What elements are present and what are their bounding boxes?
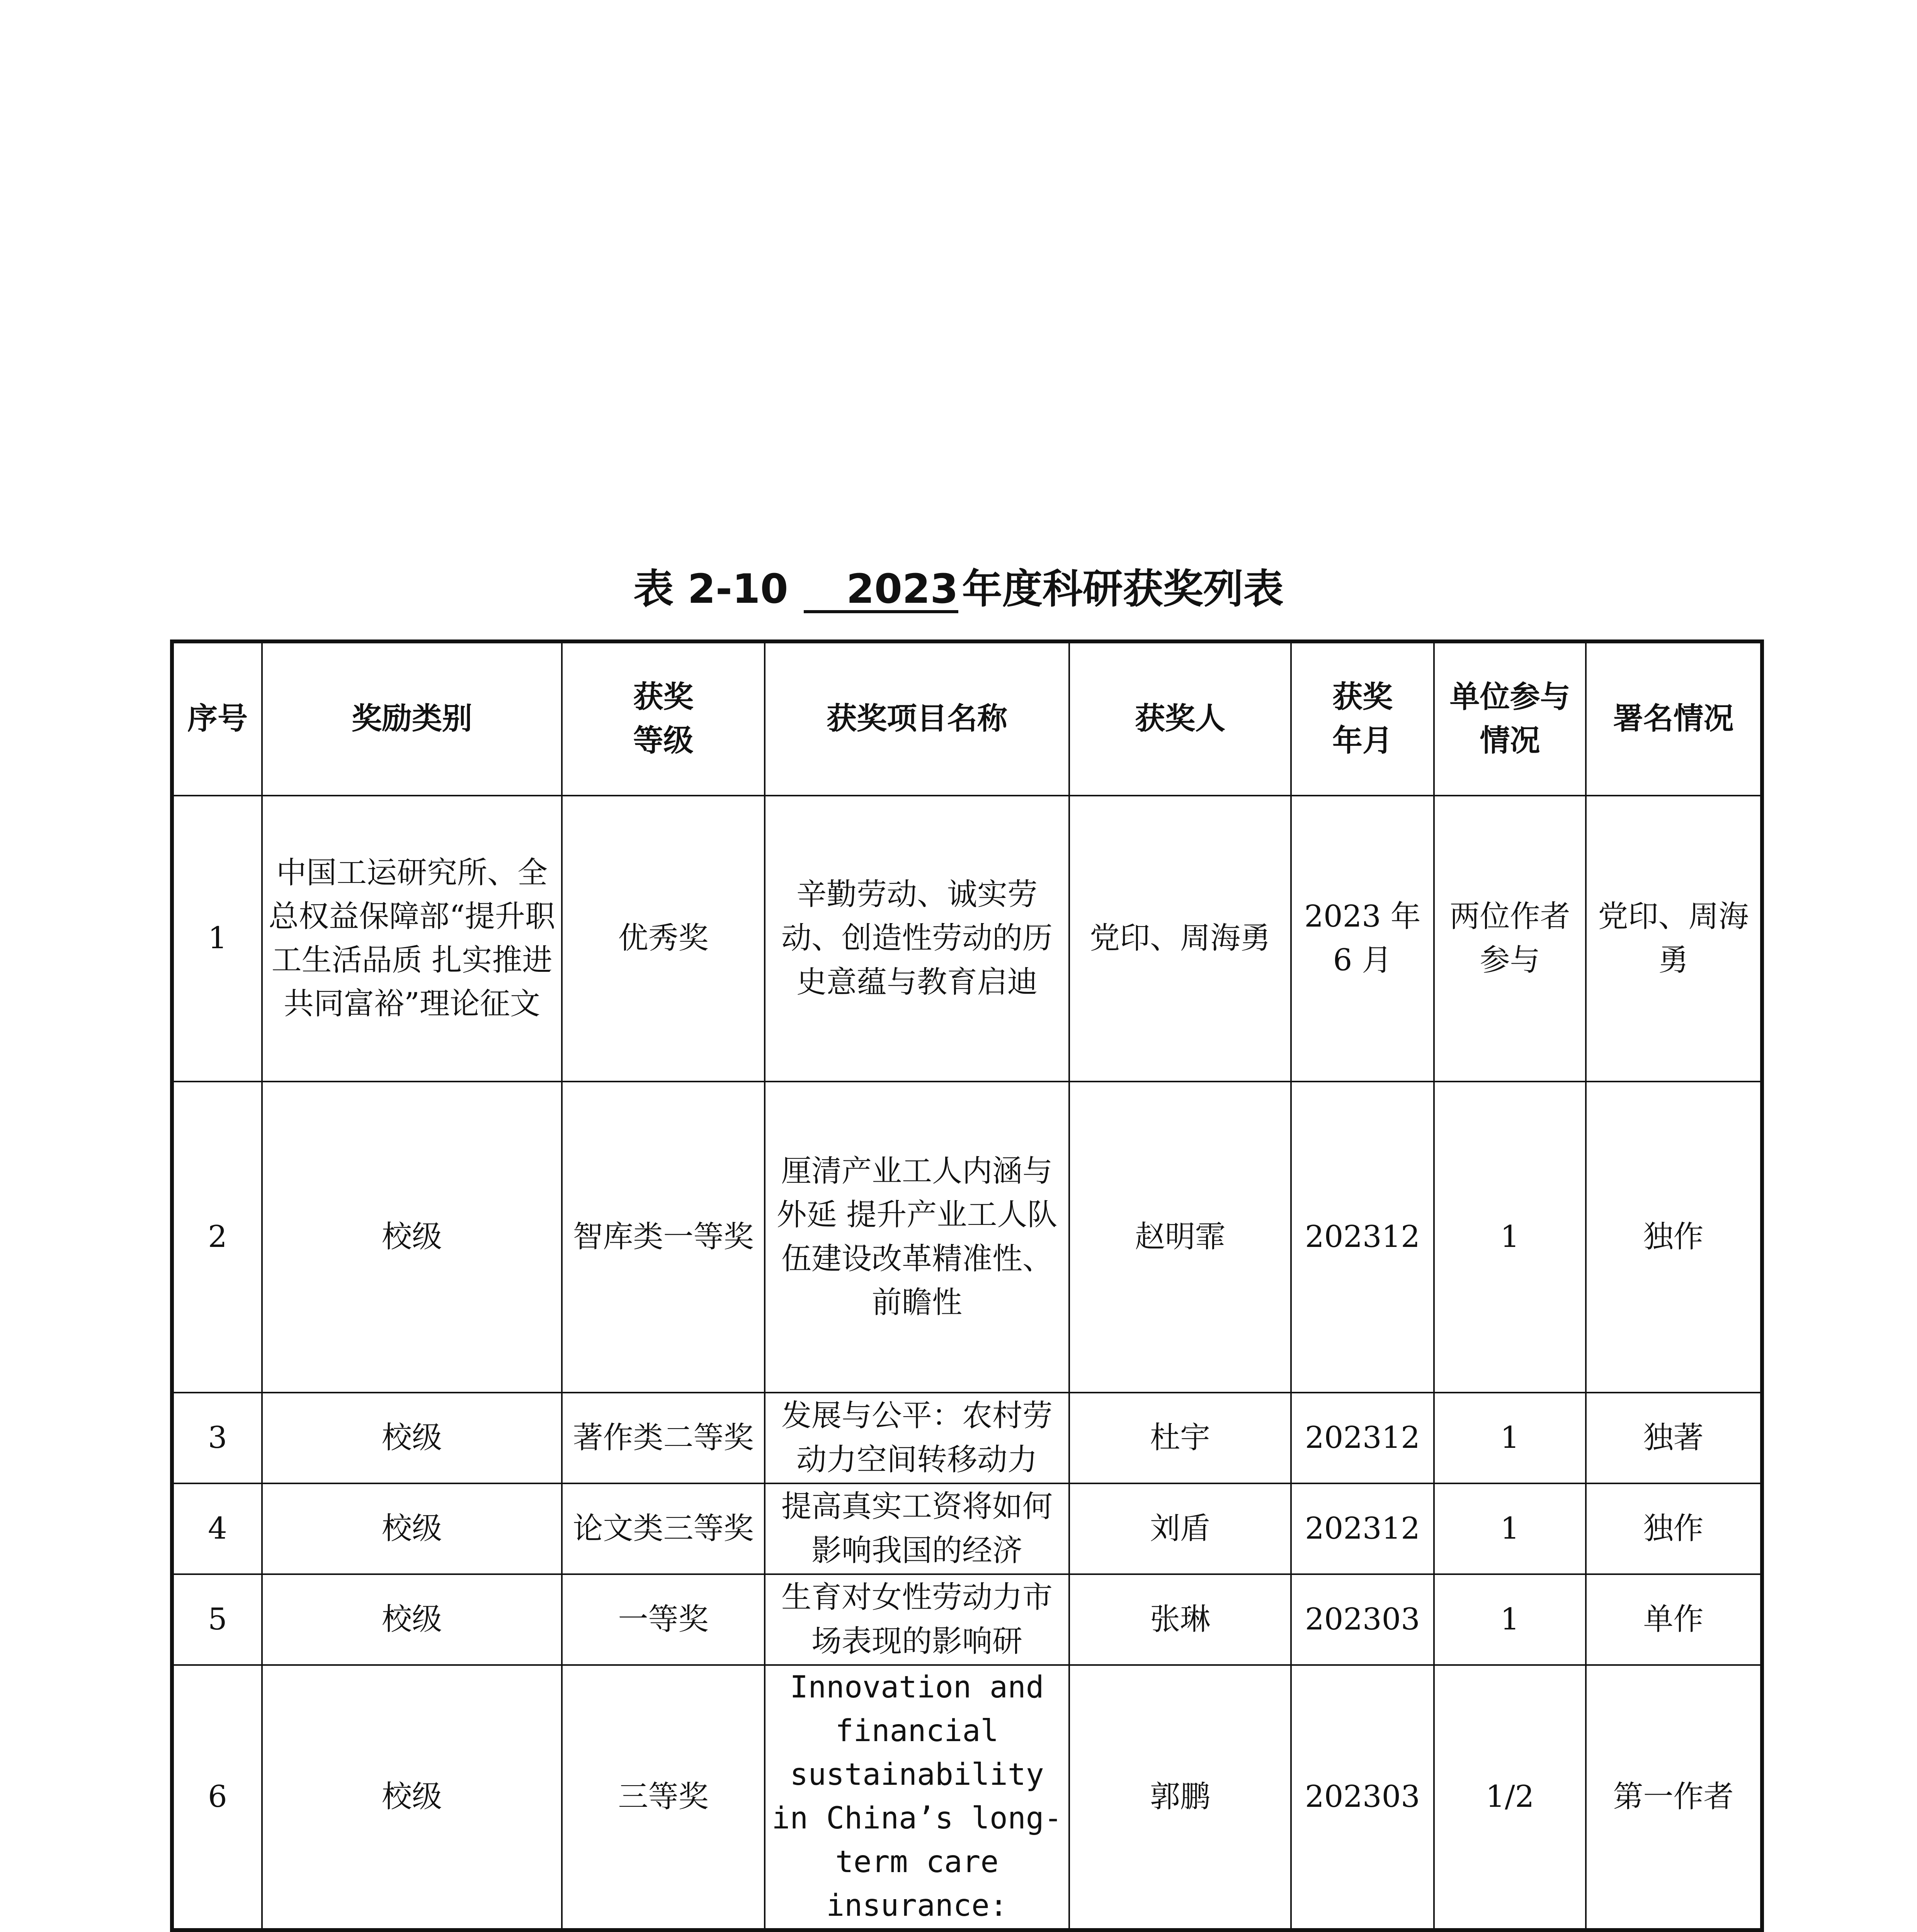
cell-project-name: 生育对女性劳动力市场表现的影响研 (765, 1574, 1069, 1665)
cell-award-category: 中国工运研究所、全总权益保障部“提升职工生活品质 扎实推进共同富裕”理论征文 (262, 796, 562, 1082)
header-authorship: 署名情况 (1586, 641, 1762, 796)
caption-year: 2023 (804, 568, 958, 613)
cell-award-level: 论文类三等奖 (562, 1483, 765, 1574)
cell-authorship: 独作 (1586, 1483, 1762, 1574)
cell-authorship: 独作 (1586, 1082, 1762, 1393)
cell-project-name: 提高真实工资将如何影响我国的经济 (765, 1483, 1069, 1574)
cell-unit-participation: 1 (1434, 1082, 1586, 1393)
cell-index: 3 (172, 1393, 262, 1483)
cell-authorship: 独著 (1586, 1393, 1762, 1483)
cell-project-name: Innovation and financial sustainability in China’s long-term care insurance: (765, 1665, 1069, 1930)
cell-winner: 赵明霏 (1069, 1082, 1291, 1393)
header-award-date: 获奖 年月 (1291, 641, 1434, 796)
header-index: 序号 (172, 641, 262, 796)
header-award-level: 获奖 等级 (562, 641, 765, 796)
cell-unit-participation: 两位作者参与 (1434, 796, 1586, 1082)
cell-index: 2 (172, 1082, 262, 1393)
cell-winner: 杜宇 (1069, 1393, 1291, 1483)
table-row (172, 1574, 1762, 1665)
cell-award-level: 智库类一等奖 (562, 1082, 765, 1393)
cell-index: 5 (172, 1574, 262, 1665)
cell-award-level: 三等奖 (562, 1665, 765, 1930)
cell-award-category: 校级 (262, 1393, 562, 1483)
cell-award-level: 著作类二等奖 (562, 1393, 765, 1483)
cell-unit-participation: 1/2 (1434, 1665, 1586, 1930)
cell-winner: 郭鹏 (1069, 1665, 1291, 1930)
cell-unit-participation: 1 (1434, 1393, 1586, 1483)
cell-award-date: 202312 (1291, 1393, 1434, 1483)
table-2-10-caption (0, 556, 1917, 614)
cell-winner: 张琳 (1069, 1574, 1291, 1665)
cell-award-date: 202303 (1291, 1574, 1434, 1665)
cell-project-name: 辛勤劳动、诚实劳动、创造性劳动的历史意蕴与教育启迪 (765, 796, 1069, 1082)
cell-unit-participation: 1 (1434, 1483, 1586, 1574)
cell-award-date: 202303 (1291, 1665, 1434, 1930)
cell-award-level: 优秀奖 (562, 796, 765, 1082)
cell-authorship: 党印、周海勇 (1586, 796, 1762, 1082)
cell-award-level: 一等奖 (562, 1574, 765, 1665)
cell-winner: 刘盾 (1069, 1483, 1291, 1574)
cell-index: 6 (172, 1665, 262, 1930)
cell-index: 1 (172, 796, 262, 1082)
header-project-name: 获奖项目名称 (765, 641, 1069, 796)
table-header-row (172, 641, 1762, 796)
cell-authorship: 第一作者 (1586, 1665, 1762, 1930)
table-row (172, 1082, 1762, 1393)
header-award-category: 奖励类别 (262, 641, 562, 796)
table-row (172, 1665, 1762, 1930)
header-unit-participation: 单位参与 情况 (1434, 641, 1586, 796)
header-winner: 获奖人 (1069, 641, 1291, 796)
cell-index: 4 (172, 1483, 262, 1574)
cell-project-name: 厘清产业工人内涵与外延 提升产业工人队伍建设改革精准性、前瞻性 (765, 1082, 1069, 1393)
cell-award-date: 202312 (1291, 1082, 1434, 1393)
table-row (172, 1483, 1762, 1574)
awards-table (170, 639, 1764, 1932)
cell-award-category: 校级 (262, 1665, 562, 1930)
caption-suffix: 年度科研获奖列表 (962, 565, 1284, 612)
cell-winner: 党印、周海勇 (1069, 796, 1291, 1082)
cell-award-date: 2023 年 6 月 (1291, 796, 1434, 1082)
cell-unit-participation: 1 (1434, 1574, 1586, 1665)
table-row (172, 796, 1762, 1082)
cell-award-category: 校级 (262, 1082, 562, 1393)
cell-project-name: 发展与公平：农村劳动力空间转移动力 (765, 1393, 1069, 1483)
caption-prefix: 表 2-10 (633, 565, 788, 612)
cell-award-date: 202312 (1291, 1483, 1434, 1574)
cell-authorship: 单作 (1586, 1574, 1762, 1665)
table-row (172, 1393, 1762, 1483)
cell-award-category: 校级 (262, 1574, 562, 1665)
cell-award-category: 校级 (262, 1483, 562, 1574)
